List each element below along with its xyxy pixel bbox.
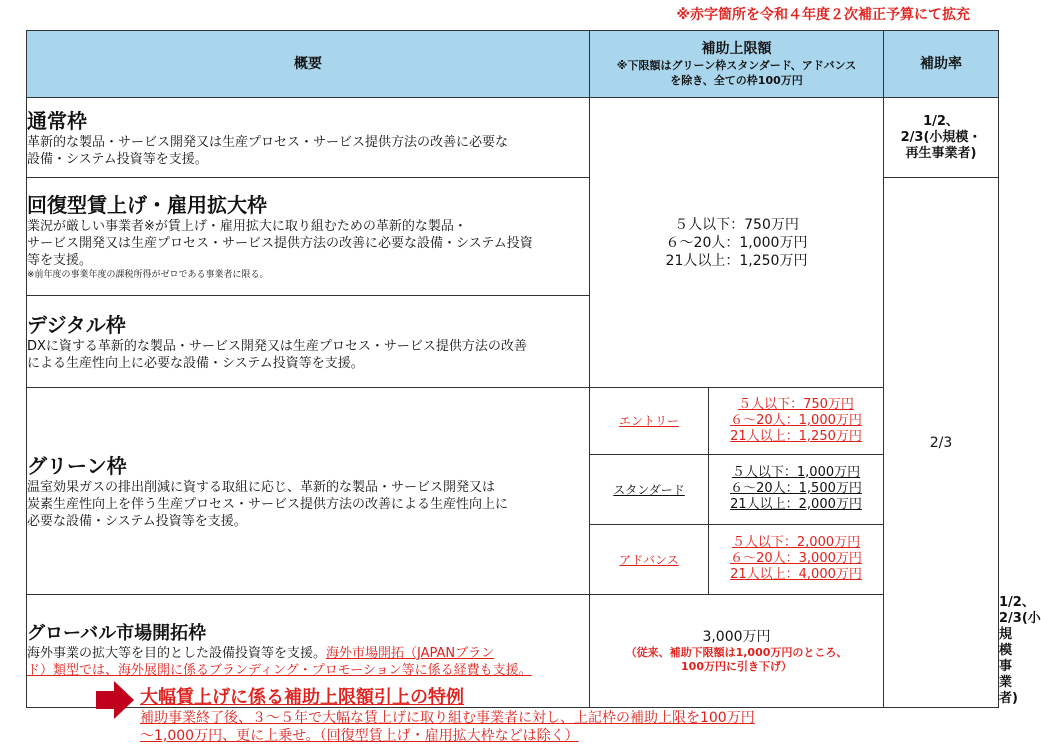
table-row: [27, 388, 999, 595]
table-row: グローバル市場開拓枠 海外事業の拡大等を目的とした設備投資等を支援。海外市場開拓（JAPANブラン ド）類型では、海外展開に係るブランディング・プロモーション等に係る経費も支援。 3,000万円 （従来、補助下限額は1,000万円のところ、 100万円に引き下げ） 1/2、 2/3(小規模 事業者): [27, 595, 1041, 706]
header-overview: 概要: [27, 31, 590, 98]
digital-frame-title: デジタル枠: [27, 312, 126, 337]
green-entry-values: ５人以下：750万円 ６～20人：1,000万円 21人以上：1,250万円: [730, 396, 862, 444]
global-frame-title: グローバル市場開拓枠: [27, 623, 207, 644]
green-entry-row: [590, 388, 883, 454]
arrow-head-icon: [114, 681, 134, 719]
global-limit-cell: 3,000万円 （従来、補助下限額は1,000万円のところ、 100万円に引き下げ）: [590, 595, 884, 708]
arrow-icon: [96, 691, 114, 709]
digital-frame-cell: デジタル枠 DXに資する革新的な製品・サービス開発又は生産プロセス・サービス提供方法の改善 による生産性向上に必要な設備・システム投資等を支援。: [27, 296, 590, 388]
green-entry-label: エントリー: [590, 388, 709, 454]
normal-frame-cell: 通常枠 革新的な製品・サービス開発又は生産プロセス・サービス提供方法の改善に必要な 設備・システム投資等を支援。: [27, 98, 590, 178]
recovery-frame-cell: 回復型賃上げ・雇用拡大枠 業況が厳しい事業者※が賃上げ・雇用拡大に取り組むための革新的な製品・ サービス開発又は生産プロセス・サービス提供方法の改善に必要な設備・システム投資 等を支援。 ※前年度の事業年度の課税所得がゼロである事業者に限る。: [27, 178, 590, 296]
green-limit-table: [590, 388, 883, 594]
green-standard-values: ５人以下：1,000万円 ６～20人：1,500万円 21人以上：2,000万円: [709, 454, 884, 524]
table-header-row: [27, 31, 999, 98]
header-limit: 補助上限額 ※下限額はグリーン枠スタンダード、アドバンス を除き、全ての枠100万円: [590, 31, 884, 98]
table-row: [27, 98, 999, 178]
green-limit-cell: [590, 388, 884, 595]
green-advance-values: ５人以下：2,000万円 ６～20人：3,000万円 21人以上：4,000万円: [709, 524, 884, 594]
normal-frame-title: 通常枠: [27, 108, 87, 133]
global-frame-cell: グローバル市場開拓枠 海外事業の拡大等を目的とした設備投資等を支援。海外市場開拓（JAPANブラン ド）類型では、海外展開に係るブランディング・プロモーション等に係る経費も支援。: [27, 595, 590, 708]
shared-limit-cell: ５人以下：750万円 ６～20人：1,000万円 21人以上：1,250万円: [590, 98, 884, 388]
normal-rate-cell: 1/2、 2/3(小規模・ 再生事業者): [884, 98, 999, 178]
green-advance-label: アドバンス: [590, 524, 709, 594]
recovery-footnote: ※前年度の事業年度の課税所得がゼロである事業者に限る。: [27, 270, 269, 280]
shared-rate-cell: 2/3: [884, 178, 999, 708]
green-frame-cell: グリーン枠 温室効果ガスの排出削減に資する取組に応じ、革新的な製品・サービス開発又は 炭素生産性向上を伴う生産プロセス・サービス提供方法の改善による生産性向上に 必要な設備・システム投資等を支援。: [27, 388, 590, 595]
green-standard-label: スタンダード: [590, 454, 709, 524]
green-advance-row: [590, 524, 883, 594]
special-provision-text: 補助事業終了後、３～５年で大幅な賃上げに取り組む事業者に対し、上記枠の補助上限を100万円 ～1,000万円、更に上乗せ。（回復型賃上げ・雇用拡大枠などは除く）: [140, 710, 755, 744]
expansion-note: ※赤字箇所を令和４年度２次補正予算にて拡充: [676, 7, 970, 23]
recovery-frame-title: 回復型賃上げ・雇用拡大枠: [27, 193, 267, 217]
special-provision-title: 大幅賃上げに係る補助上限額引上の特例: [140, 687, 464, 708]
green-standard-row: [590, 454, 883, 524]
subsidy-table: [26, 30, 1041, 708]
header-rate: 補助率: [884, 31, 999, 98]
green-frame-title: グリーン枠: [27, 453, 127, 478]
